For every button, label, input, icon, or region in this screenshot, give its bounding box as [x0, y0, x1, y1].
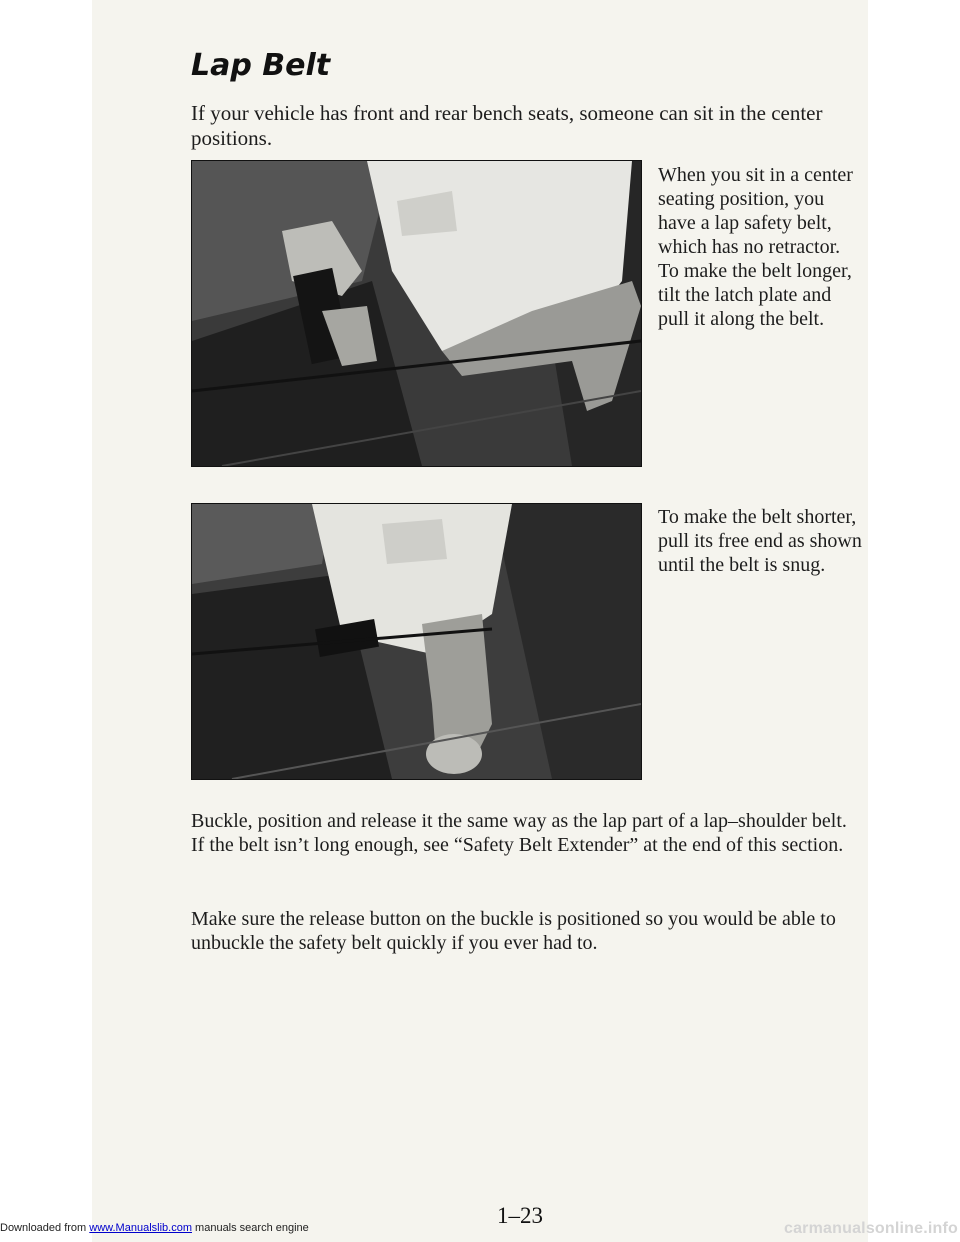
- site-watermark: carmanualsonline.info: [783, 1220, 958, 1237]
- footer-suffix: manuals search engine: [195, 1222, 309, 1234]
- lap-belt-lengthen-illustration: [191, 160, 642, 467]
- figure2-caption: To make the belt shorter, pull its free end as shown until the belt is snug.: [658, 506, 862, 576]
- manualslib-link[interactable]: www.Manualslib.com: [89, 1222, 192, 1234]
- footer-prefix: Downloaded from: [0, 1222, 87, 1234]
- download-footer: [0, 1222, 309, 1234]
- intro-paragraph: If your vehicle has front and rear bench seats, someone can sit in the center positions.: [191, 101, 823, 150]
- release-button-paragraph: Make sure the release button on the buckle is positioned so you would be able to unbuckle the safety belt quickly if you ever had to.: [191, 908, 836, 954]
- buckle-paragraph: Buckle, position and release it the same way as the lap part of a lap–shoulder belt. If the belt isn’t long enough, see “Safety Belt Extender” at the end of this section.: [191, 810, 847, 856]
- page-number: 1–23: [497, 1203, 543, 1228]
- section-heading: Lap Belt: [191, 48, 331, 83]
- lap-belt-shorten-illustration: [191, 503, 642, 780]
- figure1-caption: When you sit in a center seating position, you have a lap safety belt, which has no retractor. To make the belt longer, tilt the latch plate and pull it along the belt.: [658, 164, 853, 330]
